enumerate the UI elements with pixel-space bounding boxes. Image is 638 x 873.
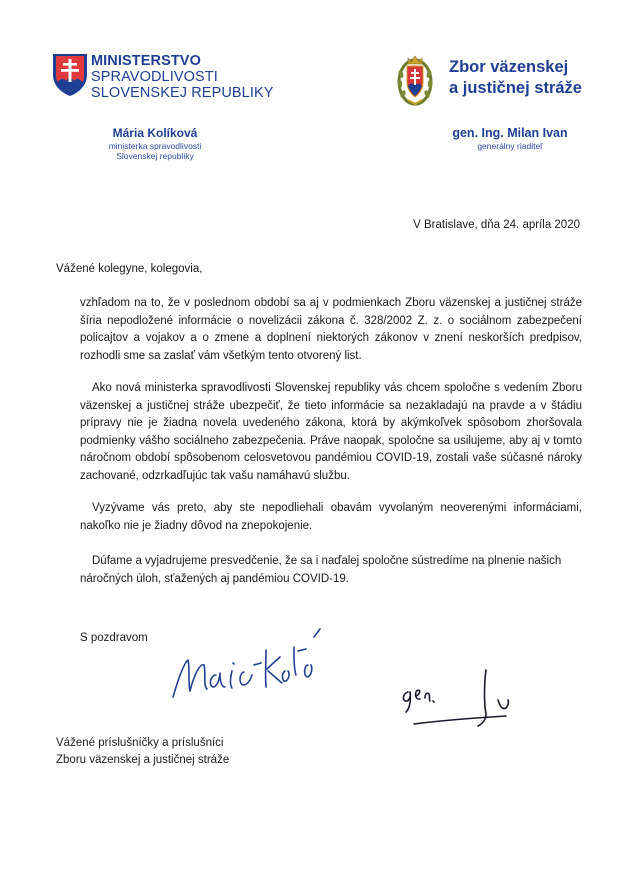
minister-role-line2: Slovenskej republiky bbox=[116, 151, 194, 161]
director-block bbox=[440, 126, 580, 151]
letter-paragraph-1: vzhľadom na to, že v poslednom období sa aj v podmienkach Zboru väzenskej a justičnej stráže šíria nepodložené informácie o novelizácii zákona č. 328/2002 Z. z. o sociálnom zabezpečení policajtov a vojakov a o zmene a doplnení niektorých zákonov v znení neskorších predpisov, rozhodli sme sa zaslať vám všetkým tento otvorený list. bbox=[80, 297, 582, 362]
letter-closing: S pozdravom bbox=[80, 632, 148, 644]
addressee-line1: Vážené príslušníčky a príslušníci bbox=[56, 737, 224, 749]
minister-name: Mária Kolíková bbox=[112, 126, 198, 140]
ministry-title bbox=[91, 53, 274, 101]
ministry-title-line1: MINISTERSTVO bbox=[91, 53, 201, 69]
zvjs-emblem-icon bbox=[396, 52, 434, 108]
signature-right bbox=[394, 666, 534, 734]
letter-addressee bbox=[56, 735, 229, 769]
ministry-title-line2: SPRAVODLIVOSTI bbox=[91, 69, 218, 85]
ministry-coat-of-arms-icon bbox=[50, 51, 90, 98]
ministry-title-line3: SLOVENSKEJ REPUBLIKY bbox=[91, 85, 274, 101]
director-name: gen. Ing. Milan Ivan bbox=[452, 126, 568, 140]
minister-block bbox=[80, 126, 230, 161]
letter-paragraph-2: Ako nová ministerka spravodlivosti Slovenskej republiky vás chcem spoločne s vedením Zboru väzenskej a justičnej stráže ubezpečiť, že tieto informácie sa nezakladajú na pravde a v štádiu prípravy nie je žiadna novela uvedeného zákona, ktorá by akýmkoľvek spôsobom zhoršovala podmienky vášho sociálneho zabezpečenia. Práve naopak, spoločne sa usilujeme, aby aj v tomto náročnom období spôsobenom celosvetovou pandémiou COVID-19, zostali vaše súčasné nároky zachované, odzrkadľujúc tak vašu namáhavú službu. bbox=[80, 382, 582, 482]
letter-paragraph-4: Dúfame a vyjadrujeme presvedčenie, že sa i naďalej spoločne sústredíme na plnenie našich náročných úloh, sťažených aj pandémiou COVID-19. bbox=[80, 555, 562, 585]
addressee-line2: Zboru väzenskej a justičnej stráže bbox=[56, 754, 230, 766]
letter-date: V Bratislave, dňa 24. apríla 2020 bbox=[413, 219, 580, 231]
zvjs-title bbox=[449, 57, 582, 99]
letter-salutation: Vážené kolegyne, kolegovia, bbox=[56, 263, 203, 275]
director-role: generálny riaditeľ bbox=[477, 141, 543, 151]
minister-role-line1: ministerka spravodlivosti bbox=[108, 141, 202, 151]
signature-left bbox=[170, 625, 360, 715]
zvjs-title-line2: a justičnej stráže bbox=[449, 79, 582, 97]
letter-paragraph-3: Vyzývame vás preto, aby ste nepodliehali obavám vyvolaným neoverenými informáciami, nakoľko nie je žiadny dôvod na znepokojenie. bbox=[80, 502, 582, 532]
zvjs-title-line1: Zbor väzenskej bbox=[449, 58, 569, 76]
